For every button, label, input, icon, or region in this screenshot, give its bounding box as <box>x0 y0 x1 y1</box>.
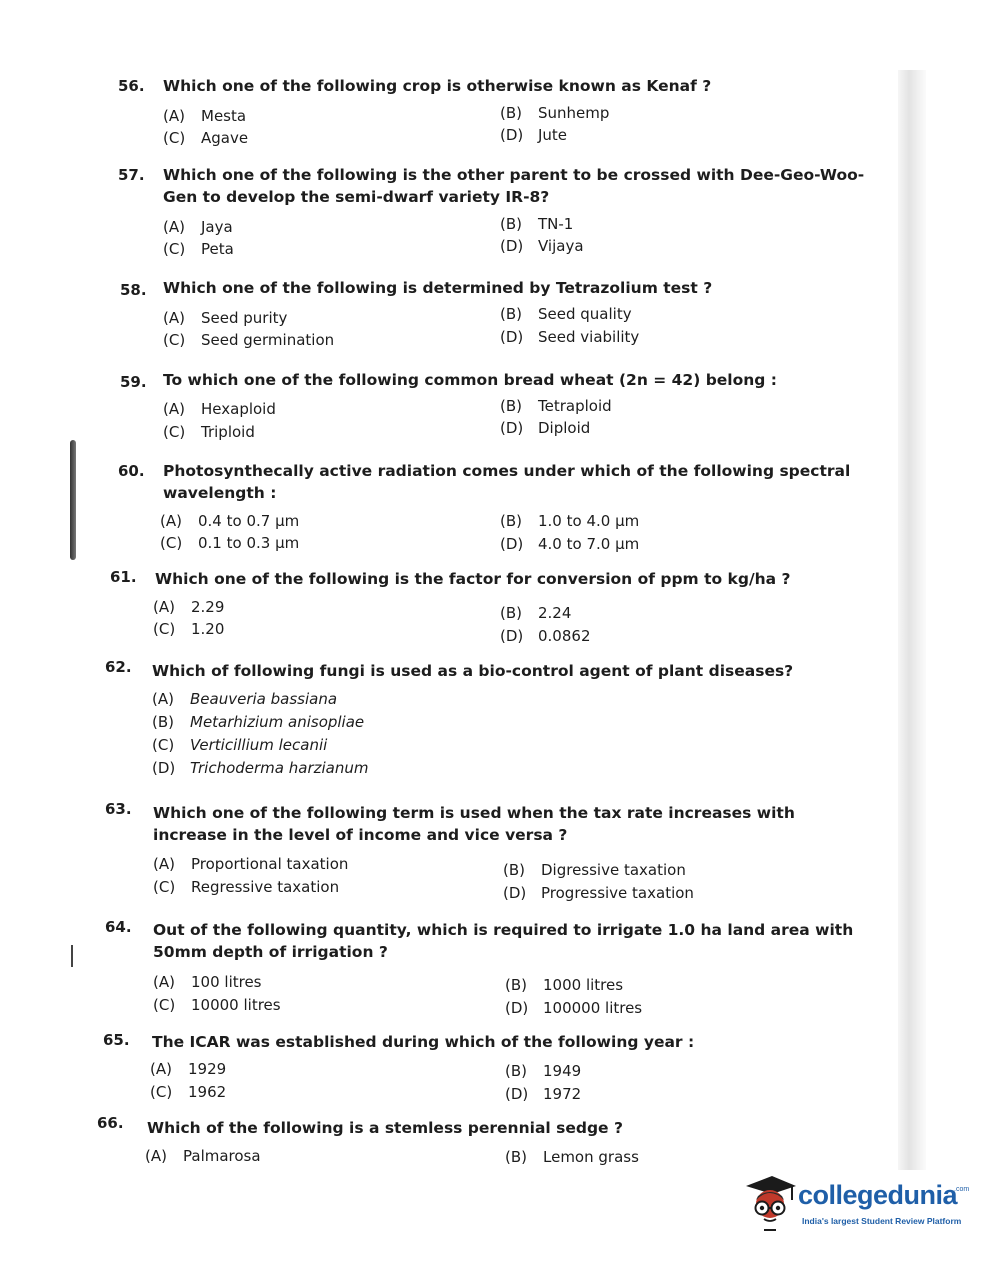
option-label: (C) <box>150 1083 173 1101</box>
option-text: 1949 <box>543 1062 582 1080</box>
option-b <box>500 215 573 233</box>
option-label: (D) <box>500 328 524 346</box>
option-label: (C) <box>163 240 186 258</box>
option-text: Jute <box>538 126 568 144</box>
option-d <box>500 535 639 553</box>
option-label: (B) <box>152 713 174 731</box>
option-c <box>153 996 281 1014</box>
question-text: Which of following fungi is used as a bio-control agent of plant diseases? <box>152 662 794 680</box>
question-text: Photosynthecally active radiation comes under which of the following spectral wavelength : <box>163 462 851 502</box>
option-label: (A) <box>160 512 182 530</box>
option-a <box>163 107 246 125</box>
option-text: 4.0 to 7.0 μm <box>538 535 640 553</box>
option-text: Seed viability <box>538 328 640 346</box>
option-d <box>500 328 639 346</box>
question-number: 64. <box>105 918 132 936</box>
option-d <box>152 759 368 777</box>
option-text: 1962 <box>188 1083 227 1101</box>
option-a <box>163 309 287 327</box>
option-text: 0.1 to 0.3 μm <box>198 534 300 552</box>
question-text: The ICAR was established during which of the following year : <box>152 1033 695 1051</box>
option-c <box>150 1083 226 1101</box>
option-b <box>500 604 571 622</box>
option-b <box>505 976 623 994</box>
option-c <box>152 736 327 754</box>
option-c <box>160 534 299 552</box>
option-label: (B) <box>500 215 522 233</box>
option-label: (D) <box>505 999 529 1017</box>
question-number: 66. <box>97 1114 124 1132</box>
option-c <box>163 423 255 441</box>
option-text: 1000 litres <box>543 976 624 994</box>
option-d <box>503 884 694 902</box>
option-text: Agave <box>201 129 249 147</box>
option-label: (C) <box>152 736 175 754</box>
option-text: 2.24 <box>538 604 572 622</box>
option-label: (D) <box>152 759 176 777</box>
option-label: (D) <box>500 627 524 645</box>
option-a <box>163 400 276 418</box>
option-b <box>505 1148 639 1166</box>
option-label: (A) <box>163 309 185 327</box>
option-a <box>145 1147 261 1165</box>
option-a <box>153 855 348 873</box>
option-text: 1929 <box>188 1060 227 1078</box>
option-text: 100000 litres <box>543 999 643 1017</box>
option-label: (D) <box>500 237 524 255</box>
option-a <box>160 512 299 530</box>
option-label: (B) <box>505 1148 527 1166</box>
option-text: Seed germination <box>201 331 335 349</box>
option-text: Peta <box>201 240 234 258</box>
option-label: (A) <box>150 1060 172 1078</box>
option-text: Progressive taxation <box>541 884 694 902</box>
option-text: 100 litres <box>191 973 262 991</box>
option-b <box>500 512 639 530</box>
question-text: Which one of the following term is used when the tax rate increases with increase in the level of income and vice versa ? <box>153 804 795 844</box>
question-text: Out of the following quantity, which is required to irrigate 1.0 ha land area with 50mm depth of irrigation ? <box>153 921 854 961</box>
option-c <box>163 129 248 147</box>
question-text: Which of the following is a stemless perennial sedge ? <box>147 1119 623 1137</box>
option-label: (C) <box>153 878 176 896</box>
option-text: Verticillium lecanii <box>190 736 328 754</box>
question-number: 59. <box>120 373 147 391</box>
option-text: 0.0862 <box>538 627 591 645</box>
question-number: 65. <box>103 1031 130 1049</box>
logo-tagline: India's largest Student Review Platform <box>802 1216 962 1226</box>
option-label: (A) <box>163 400 185 418</box>
question-text: To which one of the following common bread wheat (2n = 42) belong : <box>163 371 777 389</box>
graduate-mascot-icon <box>742 1172 798 1234</box>
option-label: (D) <box>505 1085 529 1103</box>
option-label: (B) <box>500 512 522 530</box>
option-d <box>500 419 590 437</box>
option-text: Triploid <box>201 423 255 441</box>
option-d <box>500 627 591 645</box>
option-text: Regressive taxation <box>191 878 340 896</box>
option-label: (A) <box>153 855 175 873</box>
option-text: Beauveria bassiana <box>190 690 338 708</box>
option-b <box>503 861 686 879</box>
option-label: (D) <box>500 535 524 553</box>
option-d <box>505 1085 581 1103</box>
question-text: Which one of the following crop is otherwise known as Kenaf ? <box>163 77 712 95</box>
question-number: 57. <box>118 166 145 184</box>
option-text: 1.20 <box>191 620 225 638</box>
option-label: (C) <box>153 996 176 1014</box>
option-text: 1.0 to 4.0 μm <box>538 512 640 530</box>
question-text: Which one of the following is the factor for conversion of ppm to kg/ha ? <box>155 570 791 588</box>
option-text: Trichoderma harzianum <box>190 759 369 777</box>
option-text: 1972 <box>543 1085 582 1103</box>
option-b <box>152 713 364 731</box>
option-label: (B) <box>503 861 525 879</box>
question-number: 61. <box>110 568 137 586</box>
option-label: (A) <box>153 598 175 616</box>
scan-edge-shadow <box>898 70 926 1170</box>
option-label: (B) <box>500 104 522 122</box>
option-a <box>163 218 233 236</box>
option-label: (D) <box>500 126 524 144</box>
option-text: Lemon grass <box>543 1148 639 1166</box>
option-text: Hexaploid <box>201 400 276 418</box>
question-number: 60. <box>118 462 145 480</box>
option-label: (D) <box>500 419 524 437</box>
option-c <box>163 240 234 258</box>
question-number: 58. <box>120 281 147 299</box>
option-label: (B) <box>505 976 527 994</box>
option-text: 2.29 <box>191 598 225 616</box>
option-c <box>153 620 224 638</box>
option-d <box>505 999 642 1017</box>
scan-binding-mark <box>70 440 76 560</box>
question-number: 56. <box>118 77 145 95</box>
option-text: Diploid <box>538 419 591 437</box>
option-d <box>500 126 567 144</box>
option-label: (A) <box>163 107 185 125</box>
option-a <box>153 598 224 616</box>
option-label: (D) <box>503 884 527 902</box>
option-label: (A) <box>153 973 175 991</box>
option-label: (A) <box>163 218 185 236</box>
option-text: Tetraploid <box>538 397 612 415</box>
option-label: (C) <box>163 331 186 349</box>
option-text: Seed purity <box>201 309 288 327</box>
option-text: Vijaya <box>538 237 584 255</box>
collegedunia-logo[interactable] <box>742 1172 972 1242</box>
scan-tick-mark <box>71 945 73 967</box>
option-label: (C) <box>163 129 186 147</box>
option-label: (B) <box>500 604 522 622</box>
option-c <box>163 331 334 349</box>
option-text: Sunhemp <box>538 104 610 122</box>
question-text: Which one of the following is the other parent to be crossed with Dee-Geo-Woo-Gen to develop the semi-dwarf variety IR-8? <box>163 166 865 206</box>
question-text: Which one of the following is determined by Tetrazolium test ? <box>163 279 713 297</box>
option-label: (C) <box>160 534 183 552</box>
option-label: (A) <box>145 1147 167 1165</box>
option-text: 10000 litres <box>191 996 281 1014</box>
option-a <box>150 1060 226 1078</box>
option-a <box>152 690 337 708</box>
option-b <box>500 305 632 323</box>
option-text: 0.4 to 0.7 μm <box>198 512 300 530</box>
option-b <box>500 397 612 415</box>
option-d <box>500 237 584 255</box>
option-label: (B) <box>505 1062 527 1080</box>
option-label: (C) <box>163 423 186 441</box>
option-text: Palmarosa <box>183 1147 261 1165</box>
option-text: TN-1 <box>538 215 574 233</box>
question-number: 63. <box>105 800 132 818</box>
option-text: Proportional taxation <box>191 855 349 873</box>
logo-wordmark: collegedunia <box>798 1180 958 1210</box>
option-c <box>153 878 339 896</box>
option-text: Mesta <box>201 107 247 125</box>
option-b <box>505 1062 581 1080</box>
question-number: 62. <box>105 658 132 676</box>
option-text: Jaya <box>201 218 233 236</box>
option-label: (A) <box>152 690 174 708</box>
option-label: (B) <box>500 397 522 415</box>
option-text: Digressive taxation <box>541 861 686 879</box>
option-a <box>153 973 262 991</box>
option-text: Seed quality <box>538 305 632 323</box>
option-text: Metarhizium anisopliae <box>190 713 365 731</box>
option-b <box>500 104 609 122</box>
option-label: (B) <box>500 305 522 323</box>
logo-tld: .com <box>954 1186 970 1193</box>
option-label: (C) <box>153 620 176 638</box>
